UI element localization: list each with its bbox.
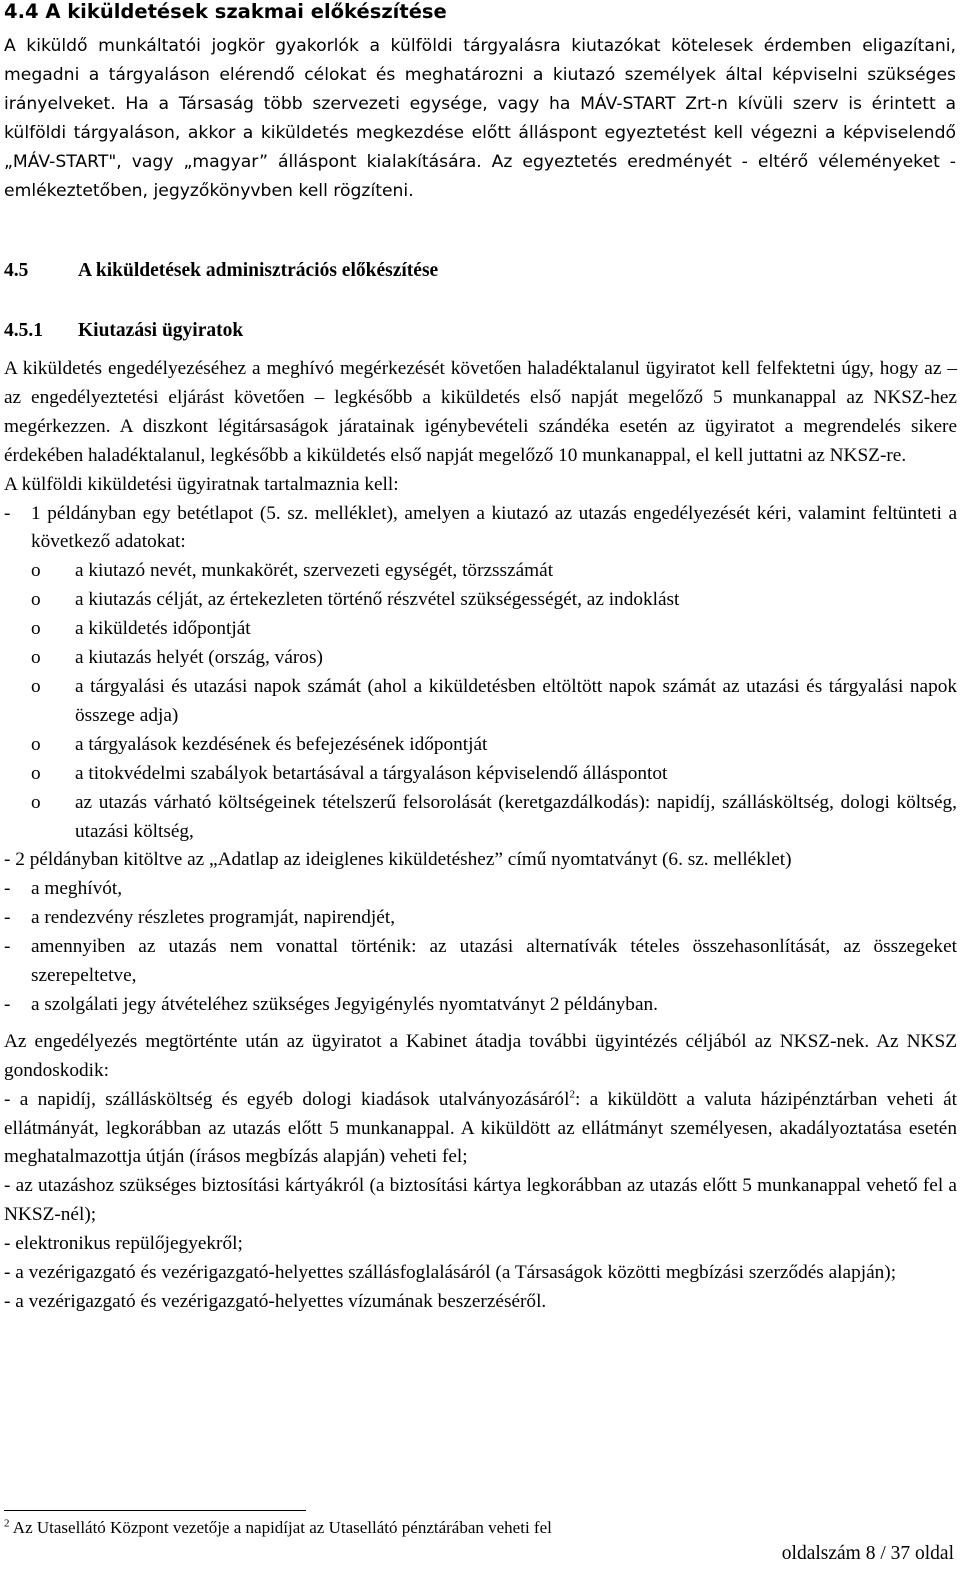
section-heading-4-5 — [4, 260, 438, 282]
list-item: - 2 példányban kitöltve az „Adatlap az ideiglenes kiküldetéshez” című nyomtatványt (6. sz. melléklet) — [4, 849, 792, 871]
section-title: Kiutazási ügyiratok — [78, 320, 244, 341]
sub-list-item — [4, 789, 957, 847]
dash-marker: - — [4, 878, 11, 900]
nksz-item-text-cont: : a kiküldött a valuta házipénztárban veheti át ellátmányát, legkorábban az utazás előtt 5 munkanappal. A kiküldött az ellátmányt személyesen, akadályoztatása esetén meghatalmazottja útján (írásos megbízás alapján) veheti fel; — [4, 1088, 957, 1168]
footnote — [4, 1518, 552, 1538]
list-item-text: a meghívót, — [31, 878, 123, 900]
footnote-mark: 2 — [4, 1517, 10, 1530]
footnote-text: Az Utasellátó Központ vezetője a napidíjat az Utasellátó pénztárában veheti fel — [9, 1518, 552, 1537]
nksz-item — [4, 1086, 957, 1173]
section-heading-4-5-1 — [4, 320, 243, 342]
bullet-marker: o — [31, 762, 41, 784]
sub-list-item — [4, 557, 957, 586]
sub-list-item-text: az utazás várható költségeinek tételszerű felsorolását (keretgazdálkodás): napidíj, szállásköltség, dologi költség, utazási költség, — [75, 791, 957, 842]
nksz-item: - elektronikus repülőjegyekről; — [4, 1233, 243, 1255]
paragraph: A kiküldetés engedélyezéséhez a meghívó megérkezését követően haladéktalanul ügyiratot kell felfektetni úgy, hogy az – az engedélyeztetési eljárást követően – legkésőbb a kiküldetés első napját megelőző 5 munkanappal az NKSZ-hez megérkezzen. A diszkont légitársaságok járatainak igénybevételi szándéka esetén az ügyiratot a megrendelés sikere érdekében haladéktalanul, legkésőbb a kiküldetés első napját megelőző 10 munkanappal, el kell juttatni az NKSZ-re. — [4, 358, 957, 466]
sub-list-item — [4, 615, 957, 644]
sub-list-item-text: a kiutazó nevét, munkakörét, szervezeti egységét, törzsszámát — [75, 560, 554, 582]
section-4-4-paragraph: A kiküldő munkáltatói jogkör gyakorlók a külföldi tárgyalásra kiutazókat kötelesek érdemben eligazítani, megadni a tárgyaláson elérendő célokat és meghatározni a kiutazó személyek által képviselni szükséges irányelveket. Ha a Társaság több szervezeti egysége, vagy ha MÁV-START Zrt-n kívüli szerv is érintett a külföldi tárgyaláson, akkor a kiküldetés megkezdése előtt álláspont egyeztetést kell végezni a képviselendő „MÁV-START", vagy „magyar” álláspont kialakítására. Az egyeztetés eredményét - eltérő véleményeket - emlékeztetőben, jegyzőkönyvben kell rögzíteni. — [4, 36, 956, 201]
section-number: 4.5.1 — [4, 320, 43, 341]
sub-list-item-text: a tárgyalások kezdésének és befejezésének időpontját — [75, 733, 488, 755]
sub-list-item-text: a kiutazás helyét (ország, város) — [75, 647, 323, 669]
bullet-marker: o — [31, 589, 41, 611]
dash-marker: - — [4, 502, 11, 524]
page-number-footer: oldalszám 8 / 37 oldal — [781, 1543, 954, 1564]
sub-list-item — [4, 586, 957, 615]
nksz-item: - a vezérigazgató és vezérigazgató-helyettes szállásfoglalásáról (a Társaságok közötti megbízási szerződés alapján); — [4, 1262, 897, 1284]
list-item — [4, 904, 957, 933]
sub-list-item-text: a kiutazás célját, az értekezleten történő részvétel szükségességét, az indoklást — [75, 589, 680, 611]
nksz-item-text: - a napidíj, szállásköltség és egyéb dologi kiadások utalványozásáról — [4, 1088, 570, 1110]
list-item — [4, 500, 957, 558]
dash-marker: - — [4, 993, 11, 1015]
dash-marker: - — [4, 936, 11, 958]
sub-list-item-text: a kiküldetés időpontját — [75, 618, 251, 640]
dash-marker: - — [4, 907, 11, 929]
sub-list-item — [4, 731, 957, 760]
footnote-divider — [4, 1510, 306, 1511]
sub-list-item — [4, 760, 957, 789]
list-item-text: amennyiben az utazás nem vonattal történik: az utazási alternatívák tételes összehasonlítását, az összegeket szerepeltetve, — [31, 936, 957, 987]
paragraph: Az engedélyezés megtörténte után az ügyiratot a Kabinet átadja további ügyintézés céljából az NKSZ-nek. Az NKSZ gondoskodik: — [4, 1030, 957, 1081]
section-heading-4-4: 4.4 A kiküldetések szakmai előkészítése — [4, 0, 447, 23]
section-4-5-1-body — [4, 355, 957, 1317]
list-intro: A külföldi kiküldetési ügyiratnak tartalmaznia kell: — [4, 473, 399, 495]
section-number: 4.5 — [4, 260, 29, 281]
bullet-marker: o — [31, 733, 41, 755]
sub-list-item — [4, 644, 957, 673]
list-item — [4, 991, 957, 1020]
bullet-marker: o — [31, 647, 41, 669]
list-item-text: a szolgálati jegy átvételéhez szükséges Jegyigénylés nyomtatványt 2 példányban. — [31, 993, 658, 1015]
nksz-item: - a vezérigazgató és vezérigazgató-helyettes vízumának beszerzéséről. — [4, 1291, 547, 1312]
sub-list-item-text: a titokvédelmi szabályok betartásával a tárgyaláson képviselendő álláspontot — [75, 762, 668, 784]
sub-list-item — [4, 673, 957, 731]
section-title: A kiküldetések adminisztrációs előkészítése — [78, 260, 439, 281]
bullet-marker: o — [31, 675, 41, 697]
bullet-marker: o — [31, 618, 41, 640]
footnote-reference: 2 — [569, 1088, 575, 1101]
list-item — [4, 875, 957, 904]
list-item-text: 1 példányban egy betétlapot (5. sz. melléklet), amelyen a kiutazó az utazás engedélyezését kéri, valamint feltünteti a következő adatokat: — [31, 502, 957, 553]
list-item-text: a rendezvény részletes programját, napirendjét, — [31, 907, 396, 929]
list-item — [4, 933, 957, 991]
nksz-item: - az utazáshoz szükséges biztosítási kártyákról (a biztosítási kártya legkorábban az utazás előtt 5 munkanappal vehető fel a NKSZ-nél); — [4, 1175, 957, 1226]
sub-list-item-text: a tárgyalási és utazási napok számát (ahol a kiküldetésben eltöltött napok számát az utazási és tárgyalási napok összege adja) — [75, 675, 957, 726]
bullet-marker: o — [31, 791, 41, 813]
bullet-marker: o — [31, 560, 41, 582]
